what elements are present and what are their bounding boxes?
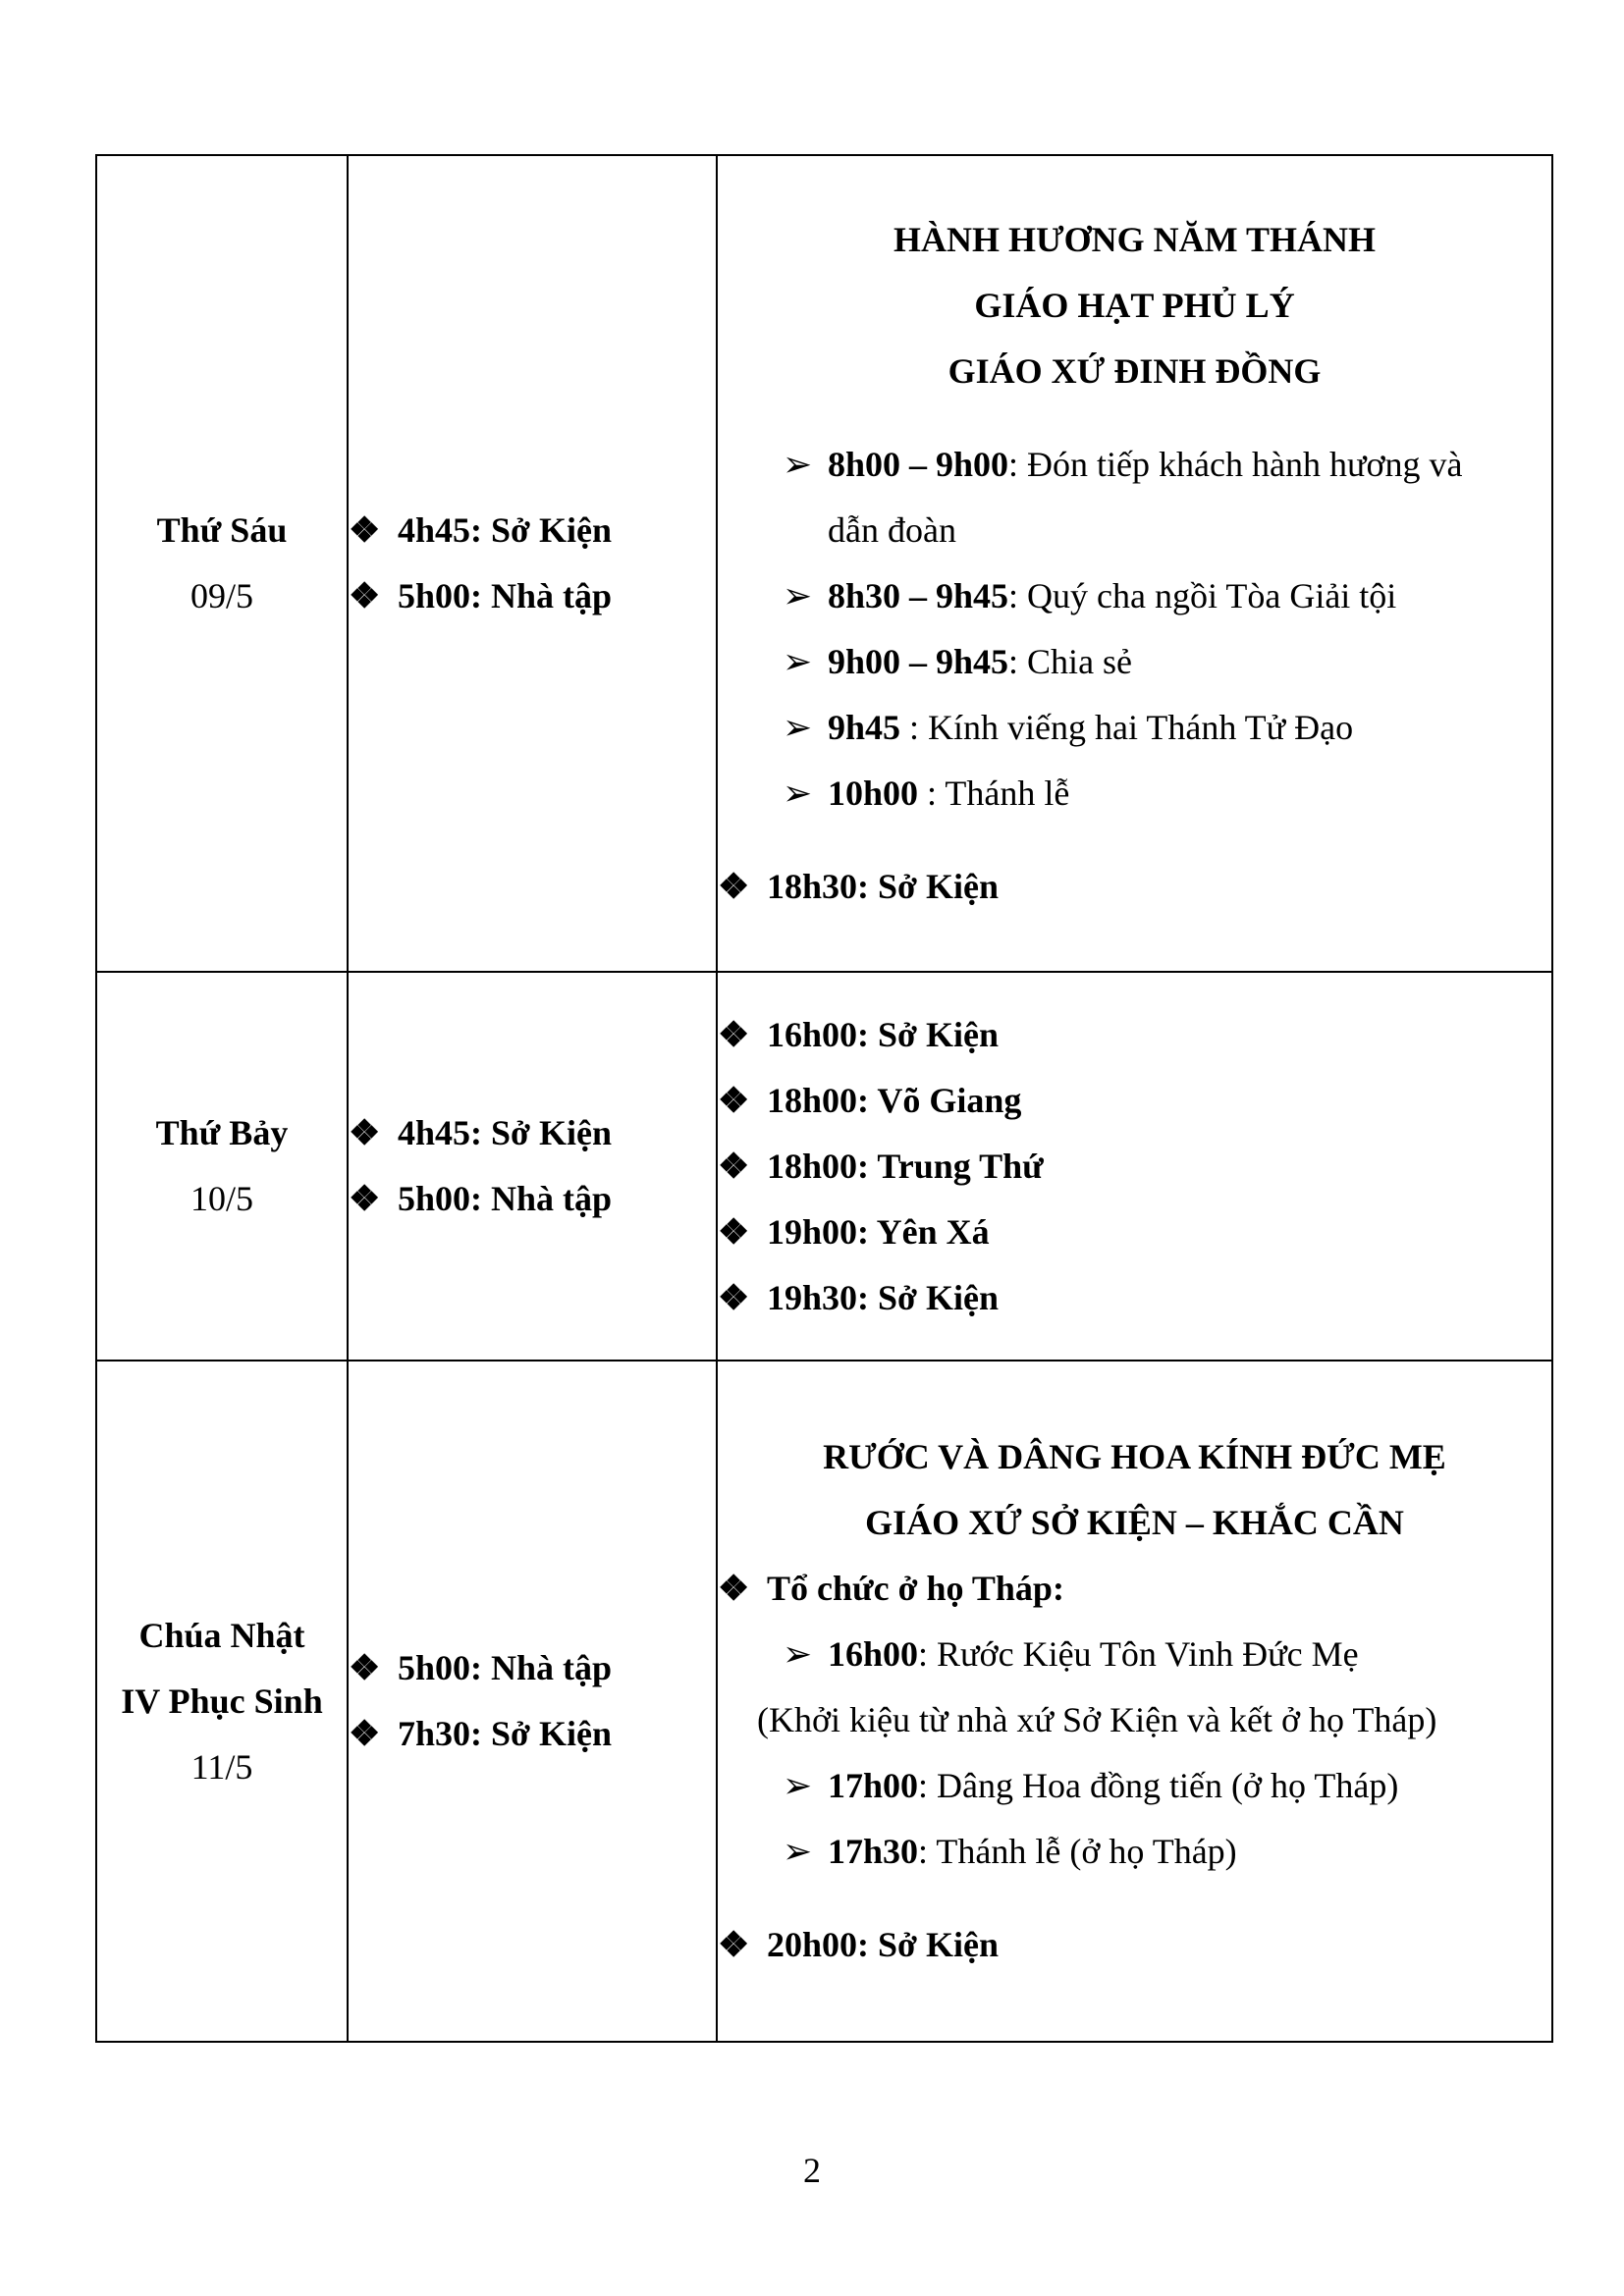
day-name: Thứ Bảy bbox=[155, 1113, 289, 1152]
table-row bbox=[96, 155, 1552, 972]
table-row bbox=[96, 1361, 1552, 2042]
arrow-bullet-icon: ➢ bbox=[783, 576, 813, 615]
arrow-bullet-icon: ➢ bbox=[783, 1766, 813, 1805]
list-item: ❖ 4h45: Sở Kiện bbox=[349, 498, 716, 563]
program-item: ➢ 16h00: Rước Kiệu Tôn Vinh Đức Mẹ bbox=[718, 1622, 1551, 1687]
list-item: ❖ 5h00: Nhà tập bbox=[349, 1635, 716, 1701]
table-row bbox=[96, 972, 1552, 1361]
arrow-bullet-icon: ➢ bbox=[783, 1634, 813, 1674]
events-cell bbox=[717, 1361, 1552, 2042]
list-item: ❖ 19h30: Sở Kiện bbox=[718, 1265, 1551, 1331]
diamond-bullet-icon: ❖ bbox=[718, 1146, 750, 1186]
events-cell bbox=[717, 972, 1552, 1361]
event-heading: GIÁO HẠT PHỦ LÝ bbox=[974, 286, 1295, 325]
day-date: 09/5 bbox=[189, 576, 253, 615]
day-name: Thứ Sáu bbox=[156, 510, 288, 550]
list-item: ❖ 4h45: Sở Kiện bbox=[349, 1100, 716, 1166]
list-item: ❖ 5h00: Nhà tập bbox=[349, 1166, 716, 1232]
event-heading: GIÁO XỨ ĐINH ĐỒNG bbox=[947, 351, 1322, 391]
program-item: ➢ 17h00: Dâng Hoa đồng tiến (ở họ Tháp) bbox=[718, 1753, 1551, 1819]
diamond-bullet-icon: ❖ bbox=[349, 1179, 381, 1218]
program-item: ➢ 9h00 – 9h45: Chia sẻ bbox=[718, 629, 1551, 695]
diamond-bullet-icon: ❖ bbox=[718, 1925, 750, 1964]
diamond-bullet-icon: ❖ bbox=[718, 1014, 750, 1054]
program-item: ➢ 10h00 : Thánh lễ bbox=[718, 761, 1551, 827]
diamond-bullet-icon: ❖ bbox=[349, 1714, 381, 1753]
arrow-bullet-icon: ➢ bbox=[783, 774, 813, 813]
diamond-bullet-icon: ❖ bbox=[349, 576, 381, 615]
day-name: IV Phục Sinh bbox=[121, 1681, 323, 1721]
list-item: ❖ 7h30: Sở Kiện bbox=[349, 1701, 716, 1767]
program-item: ➢ 9h45 : Kính viếng hai Thánh Tử Đạo bbox=[718, 695, 1551, 761]
event-heading: RƯỚC VÀ DÂNG HOA KÍNH ĐỨC MẸ bbox=[823, 1437, 1446, 1476]
diamond-bullet-icon: ❖ bbox=[718, 1080, 750, 1120]
organizer-item: ❖ Tổ chức ở họ Tháp: bbox=[718, 1556, 1551, 1622]
morning-mass-cell bbox=[348, 972, 717, 1361]
morning-mass-cell bbox=[348, 1361, 717, 2042]
program-item-continuation: dẫn đoàn bbox=[828, 510, 956, 550]
diamond-bullet-icon: ❖ bbox=[718, 1211, 750, 1252]
list-item: ❖ 18h00: Võ Giang bbox=[718, 1068, 1551, 1134]
morning-mass-cell bbox=[348, 155, 717, 972]
program-item: ➢ 8h00 – 9h00: Đón tiếp khách hành hương và bbox=[718, 432, 1551, 498]
arrow-bullet-icon: ➢ bbox=[783, 642, 813, 681]
day-cell bbox=[96, 1361, 348, 2042]
day-date: 10/5 bbox=[189, 1179, 253, 1218]
page-number: 2 bbox=[803, 2151, 821, 2190]
list-item: ❖ 5h00: Nhà tập bbox=[349, 563, 716, 629]
diamond-bullet-icon: ❖ bbox=[349, 510, 381, 550]
day-cell bbox=[96, 972, 348, 1361]
diamond-bullet-icon: ❖ bbox=[349, 1648, 381, 1687]
list-item: ❖ 16h00: Sở Kiện bbox=[718, 1002, 1551, 1068]
arrow-bullet-icon: ➢ bbox=[783, 708, 813, 747]
schedule-table bbox=[95, 154, 1553, 2043]
list-item: ❖ 19h00: Yên Xá bbox=[718, 1200, 1551, 1265]
diamond-bullet-icon: ❖ bbox=[718, 867, 750, 906]
arrow-bullet-icon: ➢ bbox=[783, 1832, 813, 1871]
list-item: ❖ 18h00: Trung Thứ bbox=[718, 1134, 1551, 1200]
event-heading: HÀNH HƯƠNG NĂM THÁNH bbox=[893, 220, 1376, 259]
procession-note: (Khởi kiệu từ nhà xứ Sở Kiện và kết ở họ Tháp) bbox=[757, 1700, 1437, 1739]
diamond-bullet-icon: ❖ bbox=[718, 1277, 750, 1317]
program-item: ➢ 17h30: Thánh lễ (ở họ Tháp) bbox=[718, 1819, 1551, 1885]
diamond-bullet-icon: ❖ bbox=[349, 1113, 381, 1152]
diamond-bullet-icon: ❖ bbox=[718, 1569, 750, 1608]
event-heading: GIÁO XỨ SỞ KIỆN – KHẮC CẦN bbox=[865, 1503, 1404, 1542]
events-cell bbox=[717, 155, 1552, 972]
day-date: 11/5 bbox=[190, 1746, 253, 1787]
list-item: ❖ 18h30: Sở Kiện bbox=[718, 854, 1551, 920]
list-item: ❖ 20h00: Sở Kiện bbox=[718, 1912, 1551, 1978]
day-name: Chúa Nhật bbox=[138, 1615, 305, 1655]
arrow-bullet-icon: ➢ bbox=[783, 445, 813, 484]
day-cell bbox=[96, 155, 348, 972]
program-item: ➢ 8h30 – 9h45: Quý cha ngồi Tòa Giải tội bbox=[718, 563, 1551, 629]
